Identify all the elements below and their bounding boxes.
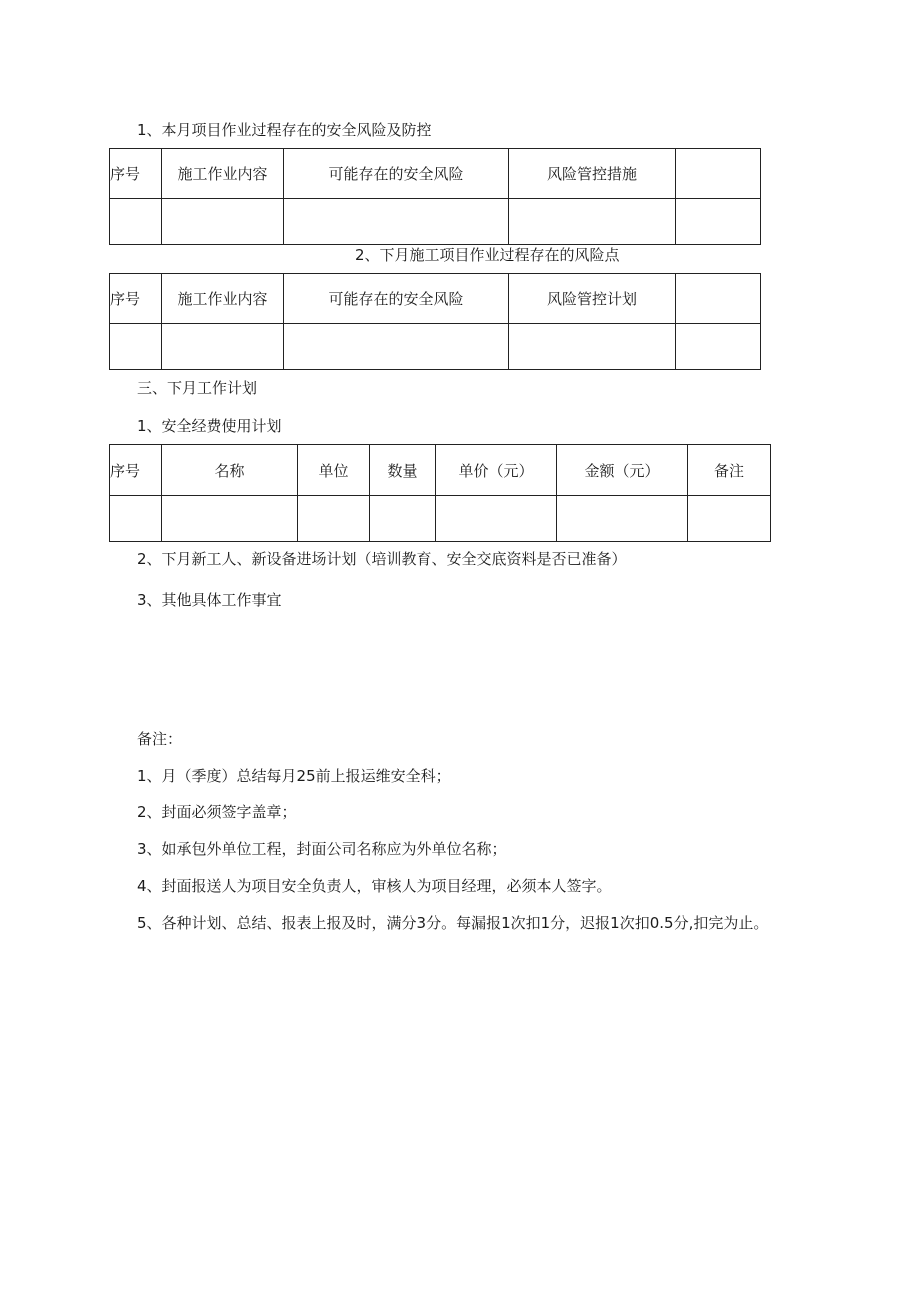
notes-title: 备注：	[137, 730, 183, 748]
col-header-index: 序号	[110, 445, 162, 496]
risk-point-table	[109, 273, 761, 370]
col-header-quantity: 数量	[370, 445, 436, 496]
col-header-index: 序号	[110, 274, 162, 324]
table-header-row	[110, 149, 761, 199]
note-item: 5、各种计划、总结、报表上报及时，满分3分。每漏报1次扣1分，迟报1次扣0.5分,扣完为止。	[137, 914, 769, 932]
table-cell	[162, 199, 284, 245]
table-cell	[557, 496, 688, 542]
table-row	[110, 324, 761, 370]
table-cell	[162, 496, 298, 542]
table-cell	[676, 199, 761, 245]
table-row	[110, 199, 761, 245]
table-cell	[676, 324, 761, 370]
col-header-work-content: 施工作业内容	[162, 149, 284, 199]
col-header-control-plan: 风险管控计划	[509, 274, 676, 324]
note-item: 1、月（季度）总结每月25前上报运维安全科；	[137, 767, 451, 785]
col-header-unit: 单位	[298, 445, 370, 496]
note-item: 2、封面必须签字盖章；	[137, 803, 297, 821]
note-item: 3、如承包外单位工程，封面公司名称应为外单位名称；	[137, 840, 507, 858]
col-header-remarks: 备注	[688, 445, 771, 496]
section2-heading: 2、下月施工项目作业过程存在的风险点	[355, 246, 620, 264]
risk-control-table	[109, 148, 761, 245]
table-cell	[509, 199, 676, 245]
table-cell	[688, 496, 771, 542]
col-header-blank	[676, 149, 761, 199]
col-header-control-measures: 风险管控措施	[509, 149, 676, 199]
col-header-unit-price: 单价（元）	[436, 445, 557, 496]
table-cell	[370, 496, 436, 542]
col-header-work-content: 施工作业内容	[162, 274, 284, 324]
budget-table	[109, 444, 771, 542]
col-header-name: 名称	[162, 445, 298, 496]
new-workers-plan-heading: 2、下月新工人、新设备进场计划（培训教育、安全交底资料是否已准备）	[137, 550, 627, 568]
col-header-blank	[676, 274, 761, 324]
other-matters-heading: 3、其他具体工作事宜	[137, 591, 282, 609]
col-header-index: 序号	[110, 149, 162, 199]
table-cell	[162, 324, 284, 370]
table-row	[110, 496, 771, 542]
section1-heading: 1、本月项目作业过程存在的安全风险及防控	[137, 121, 432, 139]
table-cell	[284, 324, 509, 370]
table-cell	[284, 199, 509, 245]
budget-plan-heading: 1、安全经费使用计划	[137, 417, 282, 435]
col-header-possible-risk: 可能存在的安全风险	[284, 274, 509, 324]
table-cell	[110, 199, 162, 245]
table-cell	[509, 324, 676, 370]
col-header-possible-risk: 可能存在的安全风险	[284, 149, 509, 199]
col-header-amount: 金额（元）	[557, 445, 688, 496]
table-header-row	[110, 445, 771, 496]
part3-heading: 三、下月工作计划	[137, 379, 258, 397]
table-cell	[298, 496, 370, 542]
table-header-row	[110, 274, 761, 324]
table-cell	[110, 324, 162, 370]
table-cell	[436, 496, 557, 542]
table-cell	[110, 496, 162, 542]
note-item: 4、封面报送人为项目安全负责人，审核人为项目经理，必须本人签字。	[137, 877, 612, 895]
